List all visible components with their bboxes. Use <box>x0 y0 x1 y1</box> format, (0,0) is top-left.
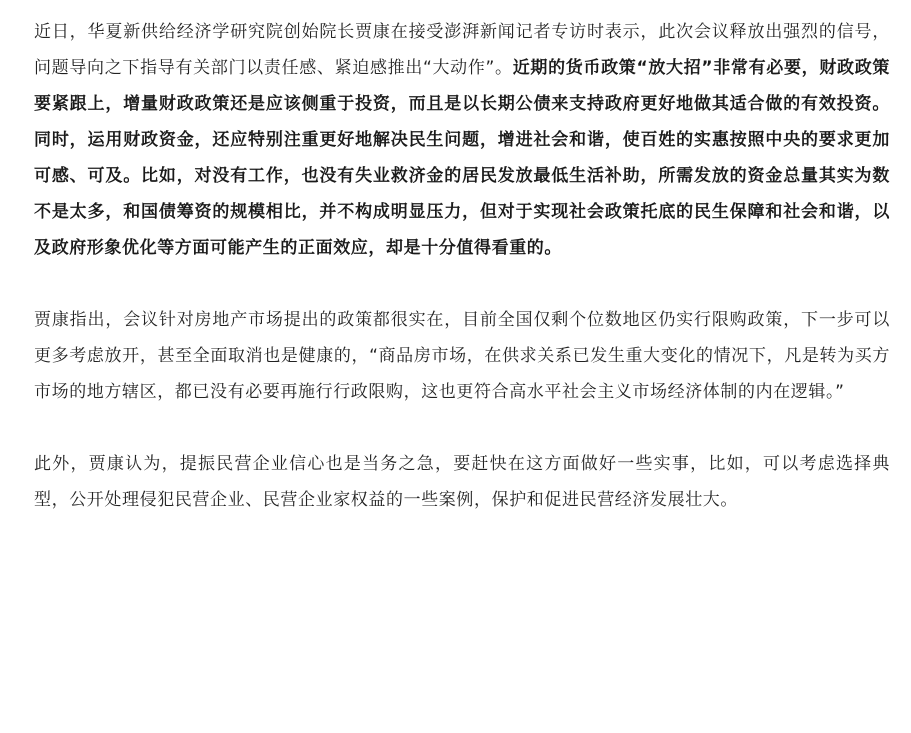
paragraph-1 <box>34 14 890 266</box>
paragraph-1-lead-text: 近日，华夏新供给经济学研究院创始院长贾康在接受澎湃新闻记者专访时表示，此次会议释放出强烈的信号，问题导向之下指导有关部门以责任感、紧迫感推出“大动作”。 <box>34 22 890 78</box>
paragraph-2-text: 贾康指出，会议针对房地产市场提出的政策都很实在，目前全国仅剩个位数地区仍实行限购政策，下一步可以更多考虑放开，甚至全面取消也是健康的，“商品房市场，在供求关系已发生重大变化的情况下，凡是转为买方市场的地方辖区，都已没有必要再施行行政限购，这也更符合高水平社会主义市场经济体制的内在逻辑。” <box>34 310 890 402</box>
article-body <box>34 14 890 518</box>
paragraph-1-bold-text: 近期的货币政策“放大招”非常有必要，财政政策要紧跟上，增量财政政策还是应该侧重于投资，而且是以长期公债来支持政府更好地做其适合做的有效投资。同时，运用财政资金，还应特别注重更好地解决民生问题，增进社会和谐，使百姓的实惠按照中央的要求更加可感、可及。比如，对没有工作，也没有失业救济金的居民发放最低生活补助，所需发放的资金总量其实为数不是太多，和国债筹资的规模相比，并不构成明显压力，但对于实现社会政策托底的民生保障和社会和谐，以及政府形象优化等方面可能产生的正面效应，却是十分值得看重的。 <box>34 58 890 258</box>
paragraph-3-text: 此外，贾康认为，提振民营企业信心也是当务之急，要赶快在这方面做好一些实事，比如，可以考虑选择典型，公开处理侵犯民营企业、民营企业家权益的一些案例，保护和促进民营经济发展壮大。 <box>34 454 890 510</box>
paragraph-2 <box>34 302 890 410</box>
paragraph-3 <box>34 446 890 518</box>
